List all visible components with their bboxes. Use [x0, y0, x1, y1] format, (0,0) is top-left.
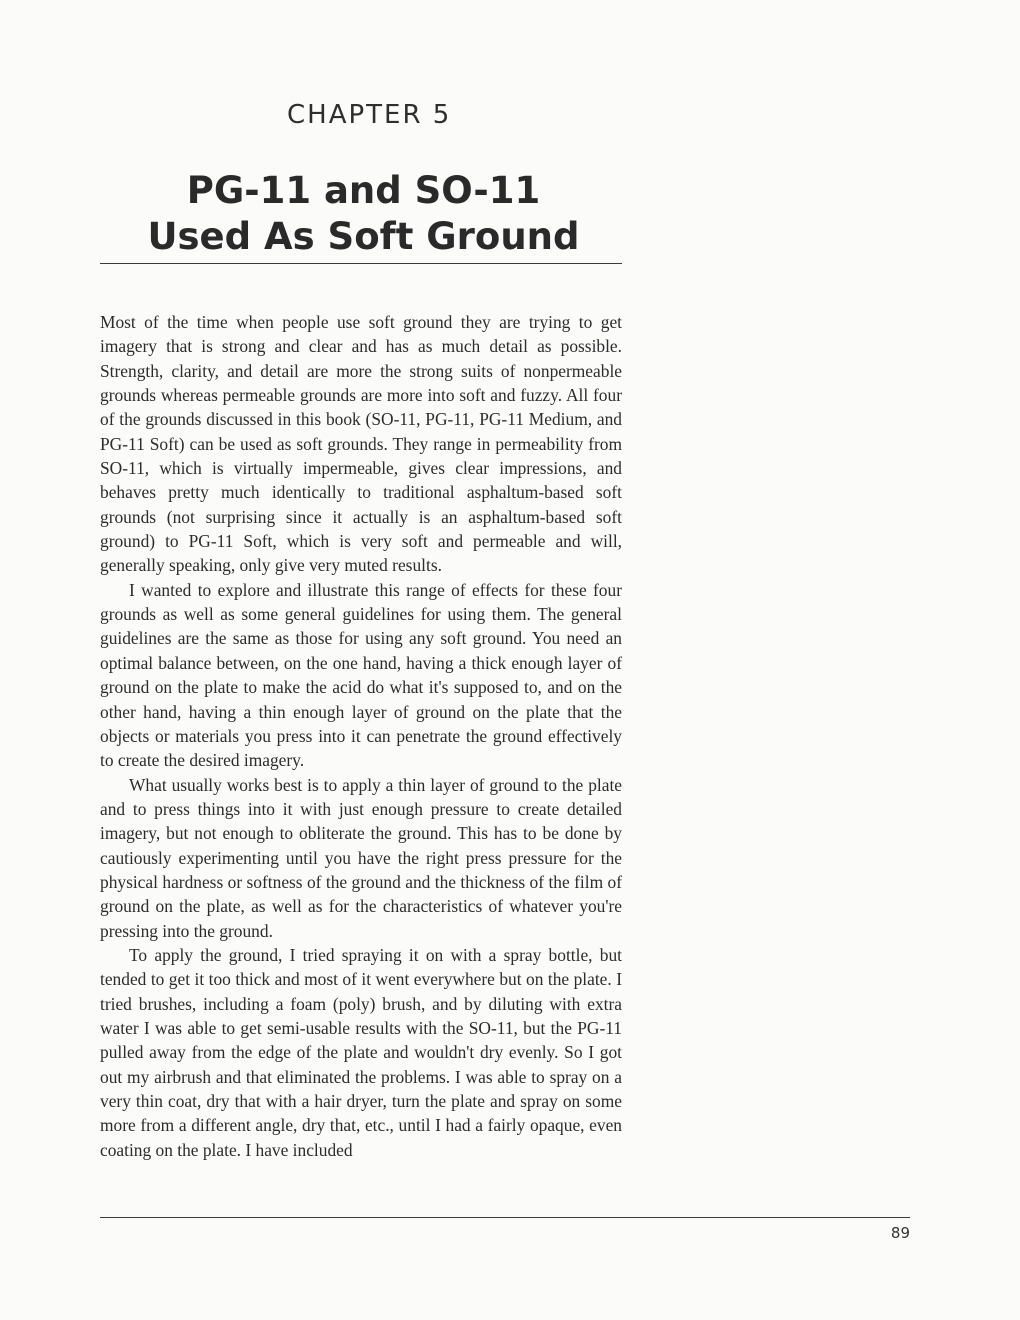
footer-divider	[100, 1217, 910, 1218]
chapter-title-line-1: PG-11 and SO-11	[186, 169, 541, 212]
chapter-title-line-2: Used As Soft Ground	[147, 215, 580, 258]
paragraph-1: Most of the time when people use soft ground they are trying to get imagery that is strong and clear and has as much detail as possible. Strength, clarity, and detail are more the strong suits of nonpermeable grounds whereas permeable grounds are more into soft and fuzzy. All four of the grounds discussed in this book (SO-11, PG-11, PG-11 Medium, and PG-11 Soft) can be used as soft grounds. They range in permeability from SO-11, which is virtually impermeable, gives clear impressions, and behaves pretty much identically to traditional asphaltum-based soft grounds (not surprising since it actually is an asphaltum-based soft ground) to PG-11 Soft, which is very soft and permeable and will, generally speaking, only give very muted results.	[100, 312, 622, 576]
chapter-title	[0, 168, 727, 260]
paragraph-2: I wanted to explore and illustrate this range of effects for these four grounds as well as some general guidelines for using them. The general guidelines are the same as those for using any soft ground. You need an optimal balance between, on the one hand, having a thick enough layer of ground on the plate to make the acid do what it's supposed to, and on the other hand, having a thin enough layer of ground on the plate that the objects or materials you press into it can penetrate the ground effectively to create the desired imagery.	[100, 579, 622, 771]
paragraph-4: To apply the ground, I tried spraying it on with a spray bottle, but tended to get it too thick and most of it went everywhere but on the plate. I tried brushes, including a foam (poly) brush, and by diluting with extra water I was able to get semi-usable results with the SO-11, but the PG-11 pulled away from the edge of the plate and wouldn't dry evenly. So I got out my airbrush and that eliminated the problems. I was able to spray on a very thin coat, dry that with a hair dryer, turn the plate and spray on some more from a different angle, dry that, etc., until I had a fairly opaque, even coating on the plate. I have included	[100, 944, 622, 1160]
chapter-number-text: CHAPTER 5	[287, 100, 452, 130]
paragraph-3: What usually works best is to apply a thin layer of ground to the plate and to press things into it with just enough pressure to create detailed imagery, but not enough to obliterate the ground. This has to be done by cautiously experimenting until you have the right press pressure for the physical hardness or softness of the ground and the thickness of the film of ground on the plate, as well as for the characteristics of whatever you're pressing into the ground.	[100, 774, 622, 941]
page-number: 89	[890, 1224, 910, 1242]
body-text	[100, 310, 622, 1162]
title-divider	[100, 263, 622, 264]
